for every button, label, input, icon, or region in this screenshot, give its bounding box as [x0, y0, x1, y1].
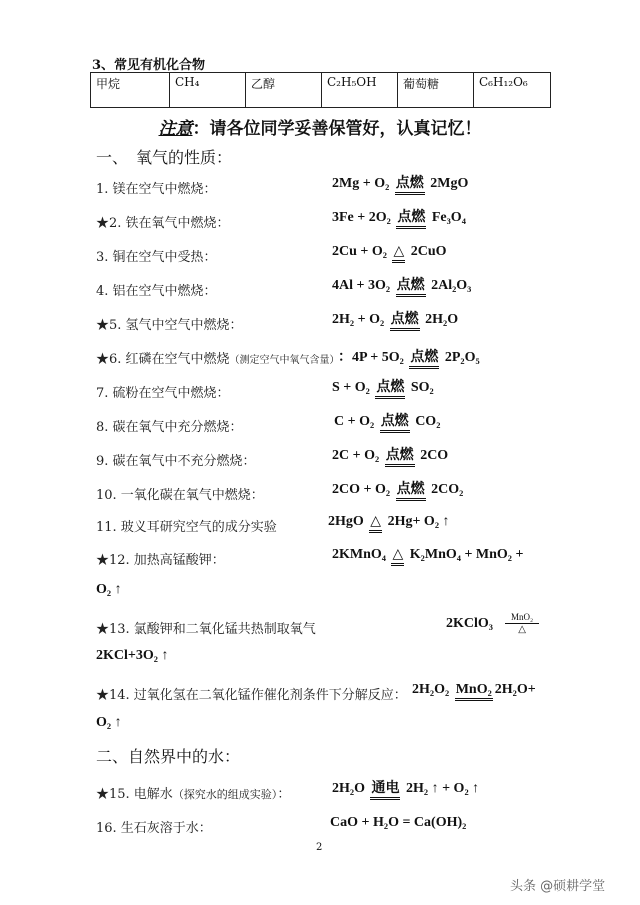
reactants: 2CO + O₂ [332, 482, 391, 497]
reaction-equation [332, 210, 466, 229]
heat-symbol: △ [518, 623, 526, 635]
section-title-organics: 3、常见有机化合物 [92, 58, 206, 73]
compound-formula: C₆H₁₂O₆ [474, 73, 551, 108]
reaction-equation [332, 547, 523, 566]
reaction-note: （探究水的组成实验） [172, 788, 278, 801]
reaction-label: 1. 镁在空气中燃烧： [96, 182, 217, 197]
reaction-label: 9. 碳在氧气中不充分燃烧： [96, 454, 256, 469]
products: 2MgO [430, 176, 469, 191]
reactants: 2KClO₃ [446, 616, 493, 632]
heading-oxygen-properties: 一、 氧气的性质： [96, 148, 233, 167]
reaction-condition: △ [391, 548, 404, 566]
products: 2Hg+ O₂ ↑ [387, 514, 450, 529]
reaction-label-end: ： [277, 787, 291, 802]
notice-emphasis: 注意 [158, 119, 193, 139]
reaction-label: ★5. 氢气中空气中燃烧： [96, 318, 243, 333]
reaction-equation [332, 781, 479, 800]
reaction-condition: MnO₂ [455, 683, 493, 701]
reaction-label: ★14. 过氧化氢在二氧化锰作催化剂条件下分解反应： [96, 688, 407, 703]
reactants: ：4P + 5O₂ [338, 350, 404, 365]
reactants: 2KMnO₄ [332, 547, 386, 562]
reaction-note: （测定空气中氧气含量） [229, 355, 340, 366]
watermark: 头条 @硕耕学堂 [510, 879, 606, 894]
reaction-label: ★13. 氯酸钾和二氧化锰共热制取氧气 [96, 622, 316, 637]
reactants: 2HgO [328, 514, 364, 529]
products: K₂MnO₄ + MnO₂ + [409, 547, 524, 562]
reaction-equation [332, 380, 434, 399]
reaction-label: ★12. 加热高锰酸钾： [96, 553, 225, 568]
reaction-label: 10. 一氧化碳在氧气中燃烧： [96, 488, 264, 503]
reactants: 2H₂ + O₂ [332, 312, 385, 327]
products: 2CuO [410, 244, 447, 259]
reactants: S + O₂ [332, 380, 370, 395]
compound-name: 葡萄糖 [398, 73, 474, 108]
compound-name: 甲烷 [91, 73, 170, 108]
products: 2CO [420, 448, 449, 463]
products: SO₂ [410, 380, 434, 395]
notice-text: ：请各位同学妥善保管好，认真记忆！ [192, 119, 482, 139]
products: CO₂ [415, 414, 441, 429]
products: Fe₃O₄ [431, 210, 466, 225]
reaction-condition: 点燃 [396, 279, 426, 297]
heading-natural-water: 二、自然界中的水： [96, 747, 241, 766]
reaction-label: ★2. 铁在氧气中燃烧： [96, 216, 230, 231]
compound-name: 乙醇 [246, 73, 322, 108]
reaction-equation: CaO + H₂O = Ca(OH)₂ [330, 815, 467, 830]
notice [0, 114, 640, 139]
reaction-condition: 点燃 [396, 211, 426, 229]
reaction-equation-continued: O₂ ↑ [96, 582, 122, 597]
reaction-condition: 通电 [370, 782, 400, 800]
reaction-equation [332, 312, 458, 331]
reaction-condition: 点燃 [390, 313, 420, 331]
reactants: 2Cu + O₂ [332, 244, 387, 259]
reaction-equation [332, 176, 468, 195]
reaction-label-text: ★6. 红磷在空气中燃烧 [96, 352, 230, 367]
products: 2Al₂O₃ [431, 278, 472, 293]
reaction-equation [338, 346, 480, 369]
catalyst: MnO₂ [505, 612, 539, 624]
reaction-equation [332, 244, 447, 263]
reactants: 3Fe + 2O₂ [332, 210, 391, 225]
reactants: 2H₂O [332, 781, 365, 796]
reaction-condition: 点燃 [395, 177, 425, 195]
reaction-label: 8. 碳在氧气中充分燃烧： [96, 420, 243, 435]
reaction-label [96, 783, 290, 802]
reaction-condition [505, 612, 539, 636]
reaction-condition: 点燃 [375, 381, 405, 399]
products: 2P₂O₅ [444, 350, 480, 365]
reaction-condition: △ [392, 245, 405, 263]
reaction-label: 7. 硫粉在空气中燃烧： [96, 386, 230, 401]
reaction-equation [328, 514, 450, 533]
reaction-label: 16. 生石灰溶于水： [96, 821, 212, 836]
reaction-equation [332, 482, 463, 501]
reaction-equation-continued: O₂ ↑ [96, 715, 122, 730]
reaction-label [96, 348, 340, 367]
products: 2CO₂ [431, 482, 464, 497]
reaction-label: 3. 铜在空气中受热： [96, 250, 217, 265]
reaction-equation [332, 448, 448, 467]
products: 2H₂O [425, 312, 459, 327]
reaction-label-text: ★15. 电解水 [96, 787, 173, 802]
reaction-condition: 点燃 [396, 483, 426, 501]
reaction-condition: 点燃 [380, 415, 410, 433]
products: 2H₂O+ [494, 682, 536, 697]
reaction-condition: △ [369, 515, 382, 533]
reactants: 2Mg + O₂ [332, 176, 390, 191]
page-number: 2 [316, 842, 323, 853]
compound-formula: CH₄ [170, 73, 246, 108]
reaction-equation [446, 612, 539, 636]
reactants: 4Al + 3O₂ [332, 278, 391, 293]
organic-compounds-table [90, 72, 551, 108]
reaction-condition: 点燃 [385, 449, 415, 467]
reactants: 2H₂O₂ [412, 682, 450, 697]
reaction-equation-continued: 2KCl+3O₂ ↑ [96, 648, 169, 663]
reaction-label: 11. 玻义耳研究空气的成分实验 [96, 520, 277, 535]
reaction-equation [332, 278, 471, 297]
reaction-condition: 点燃 [409, 351, 439, 369]
reaction-equation [334, 414, 440, 433]
products: 2H₂ ↑ + O₂ ↑ [405, 781, 480, 796]
reaction-label: 4. 铝在空气中燃烧： [96, 284, 217, 299]
reaction-equation [412, 682, 536, 701]
reactants: C + O₂ [334, 414, 375, 429]
reactants: 2C + O₂ [332, 448, 380, 463]
compound-formula: C₂H₅OH [322, 73, 398, 108]
